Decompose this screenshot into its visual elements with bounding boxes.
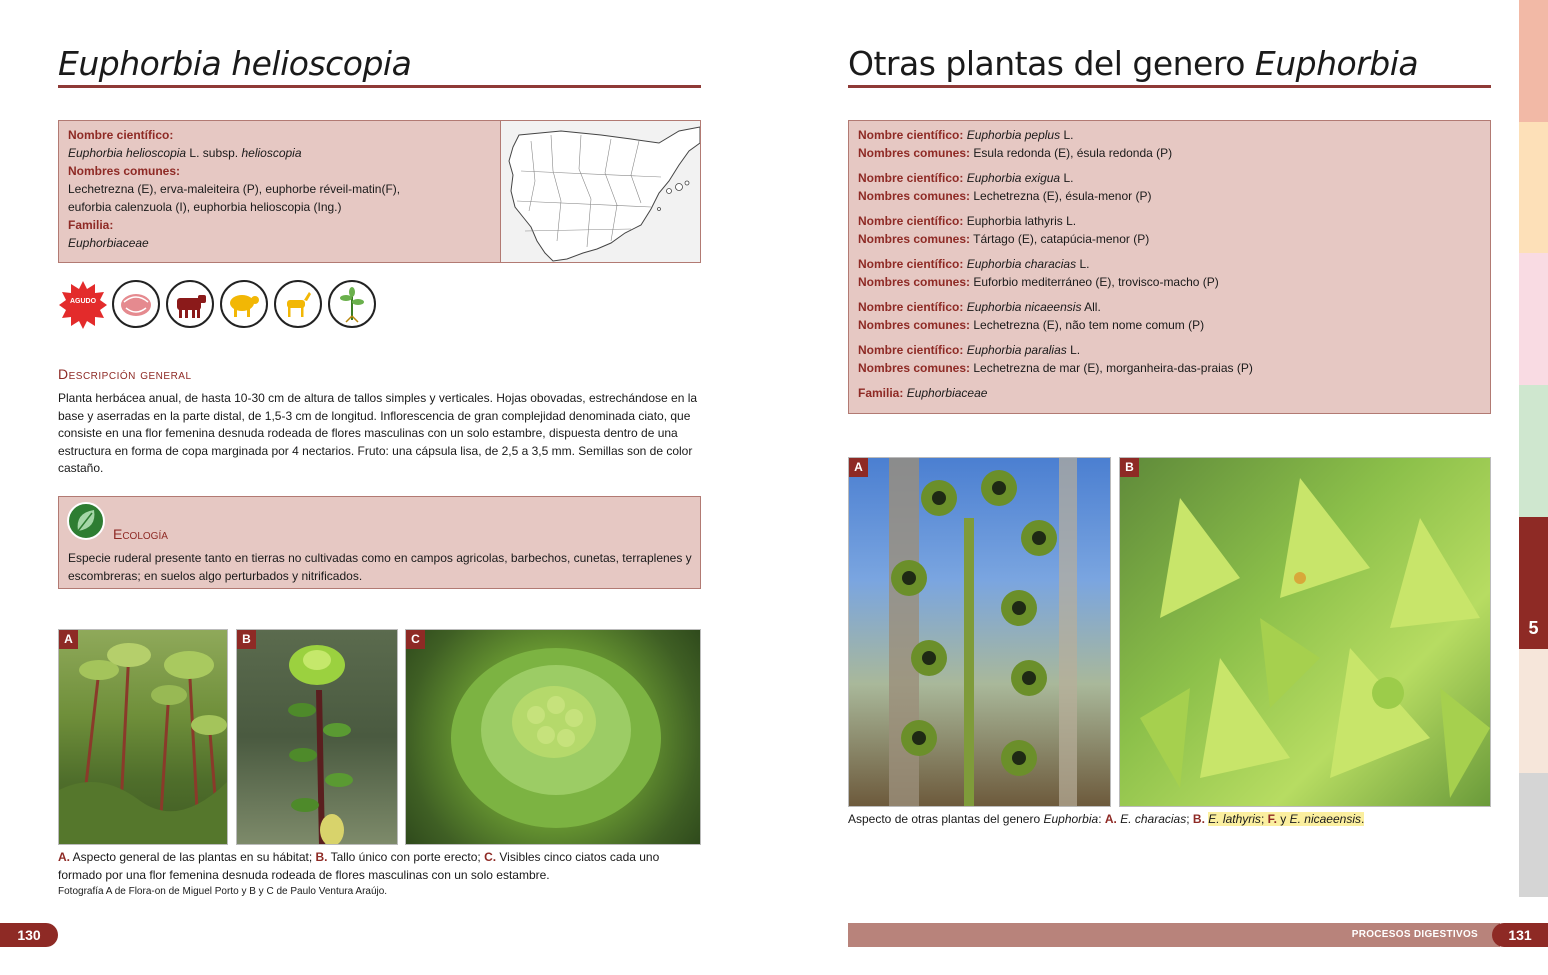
- common-names-line-1: Lechetrezna (E), erva-maleiteira (P), euphorbe réveil-matin(F),: [68, 182, 401, 196]
- species-entry: Nombre científico: Euphorbia exigua L. Nombres comunes: Lechetrezna (E), ésula-menor (P): [858, 171, 1152, 203]
- chapter-tab-6[interactable]: [1519, 649, 1548, 773]
- chapter-tab-2[interactable]: [1519, 122, 1548, 253]
- goat-icon: [274, 280, 322, 328]
- common-names-line-2: euforbia calenzuola (I), euphorbia helioscopia (Ing.): [68, 200, 342, 214]
- chapter-tab-5-active[interactable]: [1519, 517, 1548, 649]
- digestive-organ-icon: [112, 280, 160, 328]
- footer-section-title-right: PROCESOS DIGESTIVOS: [1351, 929, 1478, 940]
- other-species-box: [848, 120, 1491, 414]
- right-page: [760, 0, 1548, 975]
- photo-a-habitat: [58, 629, 228, 845]
- photo-credit: Fotografía A de Flora-on de Miguel Porto y B y C de Paulo Ventura Araújo.: [58, 886, 388, 897]
- photo-a-label-right: A: [849, 458, 868, 477]
- footer-section-title: PROCESOS DIGESTIVOS: [71, 929, 198, 940]
- ecology-box: [58, 496, 701, 589]
- species-entry: Nombre científico: Euphorbia paralias L. Nombres comunes: Lechetrezna de mar (E), morganheira-das-praias (P): [858, 343, 1253, 375]
- chapter-tab-3[interactable]: [1519, 253, 1548, 385]
- left-page: [0, 0, 760, 975]
- species-entry: Nombre científico: Euphorbia nicaeensis All. Nombres comunes: Lechetrezna (E), não tem nome comum (P): [858, 300, 1205, 332]
- species-entry: Nombre científico: Euphorbia characias L. Nombres comunes: Euforbio mediterráneo (E), trovisco-macho (P): [858, 257, 1219, 289]
- family-line: Familia: Euphorbiaceae: [858, 386, 988, 400]
- photo-b-lathyris: [1119, 457, 1491, 807]
- species-entry: Nombre científico: Euphorbia peplus L. Nombres comunes: Esula redonda (E), ésula redonda (P): [858, 128, 1173, 160]
- general-description-text: Planta herbácea anual, de hasta 10-30 cm de altura de tallos simples y verticales. Hojas obovadas, estrechándose en la base y aserradas en la parte distal, de 1,5-3 cm de longitud. Inflorescencia de gran complejidad denominada ciato, que consiste en una flor femenina desnuda rodeada de flores masculinas con un solo estambre, dispuesta dentro de una estructura en forma de copa marginada por 4 nectarios. Fruto: una cápsula lisa, de 2,5 a 3,5 mm. Semillas son de color castaño.: [58, 391, 698, 475]
- acute-badge-label: AGUDO: [69, 298, 97, 305]
- page-number-left: 130: [0, 923, 58, 947]
- iberia-map-graphic: [501, 121, 700, 262]
- toxicity-icons-row: [58, 280, 378, 330]
- family-name: Euphorbiaceae: [68, 236, 149, 250]
- photo-b-stem: [236, 629, 398, 845]
- species-entry: Nombre científico: Euphorbia lathyris L. Nombres comunes: Tártago (E), catapúcia-menor (P): [858, 214, 1150, 246]
- photo-c-cyathia: [405, 629, 701, 845]
- acute-starburst-icon: [58, 280, 108, 330]
- cow-icon: [166, 280, 214, 328]
- photos-caption-right: Aspecto de otras plantas del genero Euphorbia: A. E. characias; B. E. lathyris; F. y E. nicaeensis.: [848, 812, 1365, 826]
- photo-c-label: C: [406, 630, 425, 649]
- general-description-heading: Descripción general: [58, 366, 192, 382]
- plant-seedling-icon: [328, 280, 376, 328]
- photo-b-label-right: B: [1120, 458, 1139, 477]
- page-number-right: 131: [1492, 923, 1548, 947]
- ecology-heading: Ecología: [113, 526, 168, 542]
- photo-a-characias: [848, 457, 1111, 807]
- page-title: Euphorbia helioscopia: [58, 44, 701, 88]
- scientific-name: Euphorbia helioscopia L. subsp. helioscopia: [68, 146, 302, 160]
- family-label: Familia:: [68, 218, 114, 232]
- sheep-icon: [220, 280, 268, 328]
- ecology-text: Especie ruderal presente tanto en tierras no cultivadas como en campos agricolas, barbechos, cunetas, terraplenes y escombreras; en suelos algo perturbados y nitrificados.: [68, 551, 692, 583]
- chapter-tab-7[interactable]: [1519, 773, 1548, 897]
- species-info-box: [58, 120, 701, 263]
- scientific-name-label: Nombre científico:: [68, 128, 174, 142]
- common-names-label: Nombres comunes:: [68, 164, 181, 178]
- photos-caption: A. Aspecto general de las plantas en su hábitat; B. Tallo único con porte erecto; C. Visibles cinco ciatos cada uno formado por una flor femenina desnuda rodeada de flores masculinas con un solo estambre.: [58, 850, 660, 882]
- footer-bar-right: [848, 923, 1500, 947]
- page-title-right: Otras plantas del genero Euphorbia: [848, 44, 1491, 88]
- chapter-tab-4[interactable]: [1519, 385, 1548, 517]
- distribution-map: [500, 121, 700, 262]
- photo-a-label: A: [59, 630, 78, 649]
- chapter-number: 5: [1528, 618, 1539, 638]
- footer-bar-left: [50, 923, 701, 947]
- leaf-icon: [67, 502, 105, 540]
- chapter-thumb-tabs: [1519, 0, 1548, 975]
- photo-b-label: B: [237, 630, 256, 649]
- chapter-tab-1[interactable]: [1519, 0, 1548, 122]
